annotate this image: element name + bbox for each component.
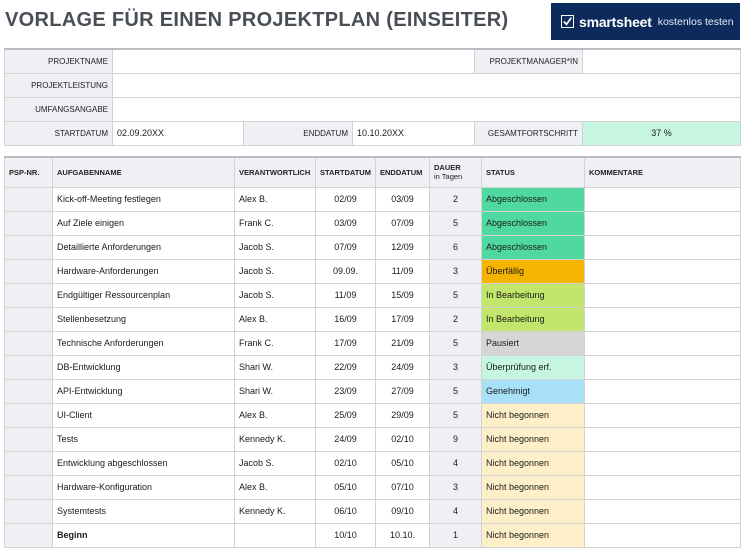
owner-cell[interactable]: Alex B. (235, 307, 316, 331)
duration-cell[interactable]: 3 (430, 475, 482, 499)
start-date-cell[interactable]: 17/09 (316, 331, 376, 355)
projektname-label: PROJEKTNAME (5, 49, 113, 73)
banner-brand: smartsheet (579, 13, 652, 30)
projektname-field[interactable] (113, 49, 475, 73)
end-date-cell[interactable]: 07/10 (376, 475, 430, 499)
start-date-cell[interactable]: 10/10 (316, 523, 376, 547)
status-cell[interactable]: Genehmigt (482, 379, 585, 403)
end-date-cell[interactable]: 07/09 (376, 211, 430, 235)
psp-cell[interactable] (5, 187, 53, 211)
enddatum-field[interactable]: 10.10.20XX (353, 121, 475, 145)
col-header-status[interactable]: STATUS (482, 157, 585, 187)
table-row (5, 427, 741, 451)
table-row (5, 187, 741, 211)
end-date-cell[interactable]: 09/10 (376, 499, 430, 523)
owner-cell[interactable]: Kennedy K. (235, 499, 316, 523)
task-name-cell[interactable]: Systemtests (53, 499, 235, 523)
duration-cell[interactable]: 1 (430, 523, 482, 547)
col-header-verantwortlich[interactable]: VERANTWORTLICH (235, 157, 316, 187)
col-header-dauer-sub: in Tagen (434, 172, 463, 182)
col-header-end[interactable]: ENDDATUM (376, 157, 430, 187)
comment-cell[interactable] (585, 211, 741, 235)
end-date-cell[interactable]: 17/09 (376, 307, 430, 331)
start-date-cell[interactable]: 16/09 (316, 307, 376, 331)
status-cell[interactable]: Überfällig (482, 259, 585, 283)
table-row (5, 379, 741, 403)
owner-cell[interactable]: Shari W. (235, 355, 316, 379)
duration-cell[interactable]: 5 (430, 331, 482, 355)
col-header-aufgabe[interactable]: AUFGABENNAME (53, 157, 235, 187)
start-date-cell[interactable]: 11/09 (316, 283, 376, 307)
projektmanager-field[interactable] (583, 49, 741, 73)
start-date-cell[interactable]: 02/10 (316, 451, 376, 475)
psp-cell[interactable] (5, 523, 53, 547)
status-cell[interactable]: Abgeschlossen (482, 211, 585, 235)
duration-cell[interactable]: 2 (430, 307, 482, 331)
fortschritt-label: GESAMTFORTSCHRITT (475, 121, 583, 145)
duration-cell[interactable]: 9 (430, 427, 482, 451)
table-row (5, 475, 741, 499)
task-name-cell[interactable]: Endgültiger Ressourcenplan (53, 283, 235, 307)
umfangsangabe-label: UMFANGSANGABE (5, 97, 113, 121)
status-cell[interactable]: Nicht begonnen (482, 451, 585, 475)
comment-cell[interactable] (585, 355, 741, 379)
comment-cell[interactable] (585, 283, 741, 307)
table-row (5, 355, 741, 379)
owner-cell[interactable]: Frank C. (235, 331, 316, 355)
end-date-cell[interactable]: 21/09 (376, 331, 430, 355)
owner-cell[interactable]: Jacob S. (235, 283, 316, 307)
psp-cell[interactable] (5, 403, 53, 427)
task-name-cell[interactable]: Stellenbesetzung (53, 307, 235, 331)
status-cell[interactable]: Nicht begonnen (482, 499, 585, 523)
projektleistung-label: PROJEKTLEISTUNG (5, 73, 113, 97)
psp-cell[interactable] (5, 331, 53, 355)
comment-cell[interactable] (585, 499, 741, 523)
owner-cell[interactable]: Jacob S. (235, 259, 316, 283)
col-header-dauer[interactable] (430, 157, 482, 187)
end-date-cell[interactable]: 12/09 (376, 235, 430, 259)
task-name-cell[interactable]: Hardware-Anforderungen (53, 259, 235, 283)
owner-cell[interactable]: Alex B. (235, 403, 316, 427)
psp-cell[interactable] (5, 307, 53, 331)
end-date-cell[interactable]: 05/10 (376, 451, 430, 475)
col-header-kommentare[interactable]: KOMMENTARE (585, 157, 741, 187)
psp-cell[interactable] (5, 211, 53, 235)
comment-cell[interactable] (585, 259, 741, 283)
fortschritt-field[interactable]: 37 % (583, 121, 741, 145)
comment-cell[interactable] (585, 403, 741, 427)
table-row (5, 451, 741, 475)
duration-cell[interactable]: 2 (430, 187, 482, 211)
project-info-table (4, 48, 741, 146)
enddatum-label: ENDDATUM (244, 121, 353, 145)
col-header-psp[interactable]: PSP-NR. (5, 157, 53, 187)
end-date-cell[interactable]: 24/09 (376, 355, 430, 379)
smartsheet-logo-icon (561, 15, 574, 28)
comment-cell[interactable] (585, 523, 741, 547)
comment-cell[interactable] (585, 187, 741, 211)
task-rows (5, 187, 741, 547)
status-cell[interactable]: In Bearbeitung (482, 283, 585, 307)
owner-cell[interactable]: Kennedy K. (235, 427, 316, 451)
table-row (5, 211, 741, 235)
task-name-cell[interactable]: Detaillierte Anforderungen (53, 235, 235, 259)
start-date-cell[interactable]: 25/09 (316, 403, 376, 427)
status-cell[interactable]: Überprüfung erf. (482, 355, 585, 379)
comment-cell[interactable] (585, 307, 741, 331)
start-date-cell[interactable]: 09.09. (316, 259, 376, 283)
projektmanager-label: PROJEKTMANAGER*IN (475, 49, 583, 73)
startdatum-field[interactable]: 02.09.20XX (113, 121, 244, 145)
task-name-cell[interactable]: UI-Client (53, 403, 235, 427)
table-row (5, 235, 741, 259)
psp-cell[interactable] (5, 475, 53, 499)
start-date-cell[interactable]: 22/09 (316, 355, 376, 379)
status-cell[interactable]: Nicht begonnen (482, 475, 585, 499)
task-table (4, 156, 741, 548)
status-cell[interactable]: Nicht begonnen (482, 403, 585, 427)
start-date-cell[interactable]: 06/10 (316, 499, 376, 523)
psp-cell[interactable] (5, 427, 53, 451)
page-title: VORLAGE FÜR EINEN PROJEKTPLAN (EINSEITER) (5, 9, 509, 31)
table-row (5, 283, 741, 307)
start-date-cell[interactable]: 07/09 (316, 235, 376, 259)
owner-cell[interactable]: Jacob S. (235, 235, 316, 259)
end-date-cell[interactable]: 10.10. (376, 523, 430, 547)
psp-cell[interactable] (5, 355, 53, 379)
table-row (5, 259, 741, 283)
owner-cell[interactable]: Alex B. (235, 475, 316, 499)
comment-cell[interactable] (585, 331, 741, 355)
task-name-cell[interactable]: Hardware-Konfiguration (53, 475, 235, 499)
comment-cell[interactable] (585, 451, 741, 475)
umfangsangabe-field[interactable] (113, 97, 741, 121)
end-date-cell[interactable]: 29/09 (376, 403, 430, 427)
status-cell[interactable]: Nicht begonnen (482, 523, 585, 547)
table-row (5, 307, 741, 331)
table-row (5, 331, 741, 355)
status-cell[interactable]: In Bearbeitung (482, 307, 585, 331)
psp-cell[interactable] (5, 235, 53, 259)
task-name-cell[interactable]: Tests (53, 427, 235, 451)
status-cell[interactable]: Abgeschlossen (482, 187, 585, 211)
end-date-cell[interactable]: 27/09 (376, 379, 430, 403)
comment-cell[interactable] (585, 235, 741, 259)
duration-cell[interactable]: 5 (430, 379, 482, 403)
task-name-cell[interactable]: Kick-off-Meeting festlegen (53, 187, 235, 211)
comment-cell[interactable] (585, 427, 741, 451)
task-name-cell[interactable]: API-Entwicklung (53, 379, 235, 403)
task-name-cell[interactable]: Beginn (53, 523, 235, 547)
task-name-cell[interactable]: Entwicklung abgeschlossen (53, 451, 235, 475)
owner-cell[interactable]: Jacob S. (235, 451, 316, 475)
table-row (5, 499, 741, 523)
owner-cell[interactable]: Frank C. (235, 211, 316, 235)
startdatum-label: STARTDATUM (5, 121, 113, 145)
psp-cell[interactable] (5, 451, 53, 475)
owner-cell[interactable]: Shari W. (235, 379, 316, 403)
comment-cell[interactable] (585, 475, 741, 499)
psp-cell[interactable] (5, 379, 53, 403)
projektleistung-field[interactable] (113, 73, 741, 97)
duration-cell[interactable]: 4 (430, 451, 482, 475)
task-name-cell[interactable]: DB-Entwicklung (53, 355, 235, 379)
col-header-start[interactable]: STARTDATUM (316, 157, 376, 187)
duration-cell[interactable]: 5 (430, 211, 482, 235)
owner-cell[interactable]: Alex B. (235, 187, 316, 211)
task-name-cell[interactable]: Technische Anforderungen (53, 331, 235, 355)
status-cell[interactable]: Pausiert (482, 331, 585, 355)
start-date-cell[interactable]: 03/09 (316, 211, 376, 235)
comment-cell[interactable] (585, 379, 741, 403)
end-date-cell[interactable]: 02/10 (376, 427, 430, 451)
duration-cell[interactable]: 3 (430, 259, 482, 283)
smartsheet-banner[interactable] (551, 3, 740, 40)
duration-cell[interactable]: 4 (430, 499, 482, 523)
status-cell[interactable]: Nicht begonnen (482, 427, 585, 451)
table-row (5, 403, 741, 427)
table-row (5, 523, 741, 547)
end-date-cell[interactable]: 15/09 (376, 283, 430, 307)
start-date-cell[interactable]: 24/09 (316, 427, 376, 451)
psp-cell[interactable] (5, 499, 53, 523)
psp-cell[interactable] (5, 283, 53, 307)
start-date-cell[interactable]: 02/09 (316, 187, 376, 211)
task-name-cell[interactable]: Auf Ziele einigen (53, 211, 235, 235)
end-date-cell[interactable]: 03/09 (376, 187, 430, 211)
end-date-cell[interactable]: 11/09 (376, 259, 430, 283)
duration-cell[interactable]: 5 (430, 403, 482, 427)
owner-cell[interactable] (235, 523, 316, 547)
banner-cta[interactable]: kostenlos testen (657, 15, 734, 28)
duration-cell[interactable]: 5 (430, 283, 482, 307)
psp-cell[interactable] (5, 259, 53, 283)
col-header-dauer-label: DAUER (434, 163, 461, 173)
duration-cell[interactable]: 3 (430, 355, 482, 379)
start-date-cell[interactable]: 23/09 (316, 379, 376, 403)
duration-cell[interactable]: 6 (430, 235, 482, 259)
status-cell[interactable]: Abgeschlossen (482, 235, 585, 259)
start-date-cell[interactable]: 05/10 (316, 475, 376, 499)
